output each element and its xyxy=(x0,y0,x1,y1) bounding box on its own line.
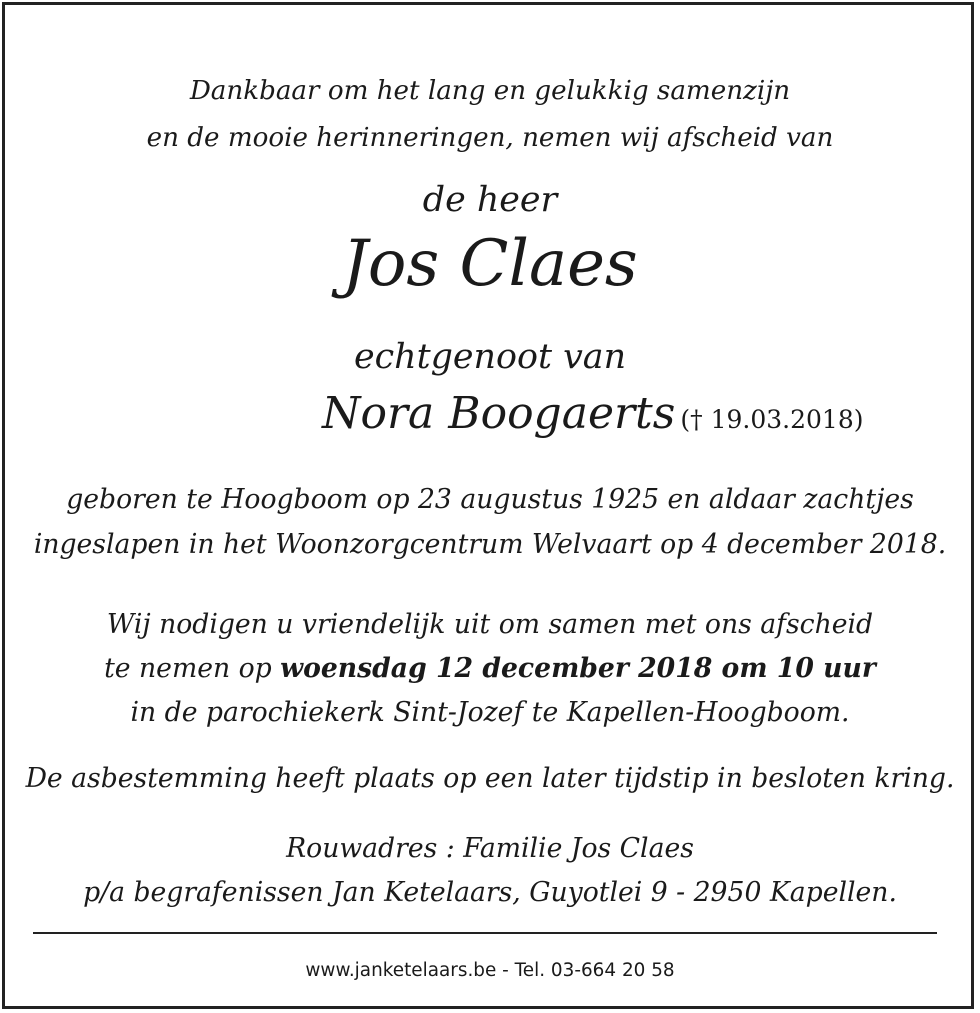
invitation-line-2-prefix: te nemen op xyxy=(104,653,281,684)
footer-contact: www.janketelaars.be - Tel. 03-664 20 58 xyxy=(305,960,675,981)
intro-line-1: Dankbaar om het lang en gelukkig samenzijn xyxy=(189,76,791,106)
invitation-line-3: in de parochiekerk Sint-Jozef te Kapellen-Hoogboom. xyxy=(130,697,850,728)
birth-line-2: ingeslapen in het Woonzorgcentrum Welvaart op 4 december 2018. xyxy=(33,529,947,560)
intro-line-2: en de mooie herinneringen, nemen wij afscheid van xyxy=(146,123,834,153)
cremation-notice: De asbestemming heeft plaats op een later tijdstip in besloten kring. xyxy=(25,763,955,794)
spouse-death-date: († 19.03.2018) xyxy=(680,405,864,434)
address-line-1: Rouwadres : Familie Jos Claes xyxy=(286,833,694,864)
birth-line-1: geboren te Hoogboom op 23 augustus 1925 en aldaar zachtjes xyxy=(66,484,914,515)
address-line-2: p/a begrafenissen Jan Ketelaars, Guyotlei 9 - 2950 Kapellen. xyxy=(83,877,897,908)
deceased-name: Jos Claes xyxy=(342,227,638,301)
spouse-line xyxy=(322,388,864,439)
invitation-line-1: Wij nodigen u vriendelijk uit om samen met ons afscheid xyxy=(106,609,874,640)
invitation-line-2 xyxy=(0,653,980,684)
spouse-relation: echtgenoot van xyxy=(353,337,627,377)
deceased-title: de heer xyxy=(422,180,558,220)
ceremony-datetime: woensdag 12 december 2018 om 10 uur xyxy=(280,653,876,684)
spouse-name: Nora Boogaerts xyxy=(322,388,676,439)
footer-divider xyxy=(33,932,937,934)
